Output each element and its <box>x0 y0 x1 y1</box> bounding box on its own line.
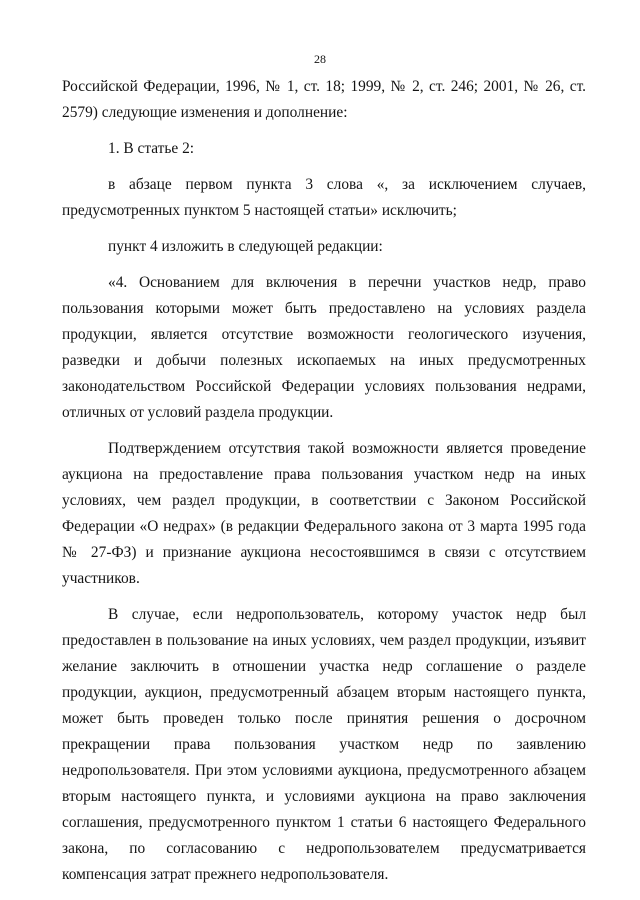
document-body <box>62 74 586 888</box>
page-number: 28 <box>314 52 326 66</box>
paragraph-intro: Российской Федерации, 1996, № 1, ст. 18; 1999, № 2, ст. 246; 2001, № 26, ст. 2579) следующие изменения и дополнение: <box>62 78 586 121</box>
paragraph-article-2: 1. В статье 2: <box>108 140 195 157</box>
paragraph-clause-4-intro: пункт 4 изложить в следующей редакции: <box>108 238 383 255</box>
paragraph-clause-4-text: «4. Основанием для включения в перечни участков недр, право пользования которыми может быть предоставлено на условиях раздела продукции, является отсутствие возможности геологического изучения, разведки и добычи полезных ископаемых на иных предусмотренных законодательством Российской Федерации условиях пользования недрами, отличных от условий раздела продукции. <box>62 274 586 421</box>
paragraph-subsoil-user-case: В случае, если недропользователь, которому участок недр был предоставлен в пользование на иных условиях, чем раздел продукции, изъявит желание заключить в отношении участка недр соглашение о разделе продукции, аукцион, предусмотренный абзацем вторым настоящего пункта, может быть проведен только после принятия решения о досрочном прекращении права пользования участком недр по заявлению недропользователя. При этом условиями аукциона, предусмотренного абзацем вторым настоящего пункта, и условиями аукциона на право заключения соглашения, предусмотренного пунктом 1 статьи 6 настоящего Федерального закона, по согласованию с недропользователем предусматривается компенсация затрат прежнего недропользователя. <box>62 606 586 883</box>
paragraph-confirmation: Подтверждением отсутствия такой возможности является проведение аукциона на предоставление права пользования участком недр на иных условиях, чем раздел продукции, в соответствии с Законом Российской Федерации «О недрах» (в редакции Федерального закона от 3 марта 1995 года № 27-ФЗ) и признание аукциона несостоявшимся в связи с отсутствием участников. <box>62 440 586 587</box>
paragraph-clause-3-amendment: в абзаце первом пункта 3 слова «, за исключением случаев, предусмотренных пунктом 5 настоящей статьи» исключить; <box>62 176 586 219</box>
